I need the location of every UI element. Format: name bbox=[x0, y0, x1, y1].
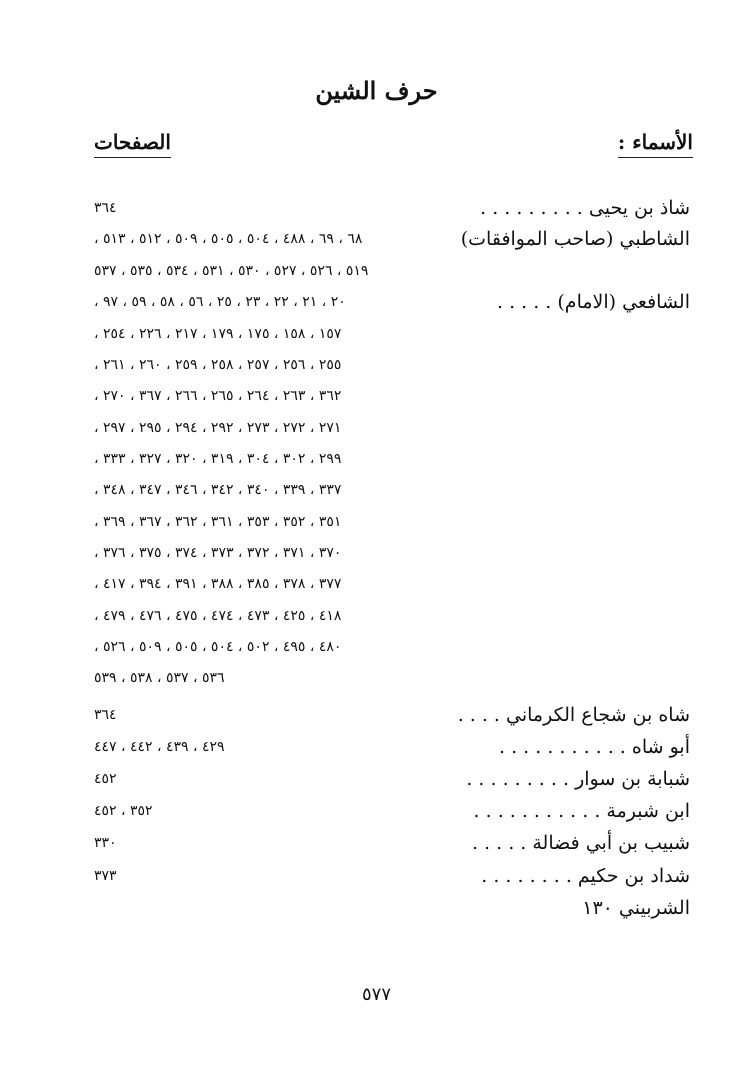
entry-pages: ٤١٨ ، ٤٢٥ ، ٤٧٣ ، ٤٧٤ ، ٤٧٥ ، ٤٧٦ ، ٤٧٩ ، bbox=[94, 608, 342, 624]
entry-pages: ٣٥٢ ، ٤٥٢ bbox=[94, 803, 153, 819]
entry-pages: ٥١٩ ، ٥٢٦ ، ٥٢٧ ، ٥٣٠ ، ٥٣١ ، ٥٣٤ ، ٥٣٥ ، ٥٣٧ bbox=[94, 263, 369, 279]
dot-leader: . . . . . . . . . . . bbox=[499, 736, 626, 758]
index-entry bbox=[0, 350, 753, 380]
index-entry bbox=[0, 224, 753, 254]
entry-pages: ٣٦٢ ، ٢٦٣ ، ٢٦٤ ، ٢٦٥ ، ٢٦٦ ، ٣٦٧ ، ٢٧٠ ، bbox=[94, 388, 342, 404]
entry-name-text: شاذ بن يحيى bbox=[588, 197, 690, 219]
page-title: حرف الشين bbox=[315, 76, 438, 105]
entry-pages: ٢٠ ، ٢١ ، ٢٢ ، ٢٣ ، ٢٥ ، ٥٦ ، ٥٨ ، ٥٩ ، ٩٧ ، bbox=[94, 294, 346, 310]
index-entry bbox=[0, 663, 753, 693]
entry-pages: ٣٧٣ bbox=[94, 868, 117, 884]
entry-name bbox=[472, 828, 690, 858]
index-entry bbox=[0, 732, 753, 762]
entry-pages: ٣٦٤ bbox=[94, 200, 117, 216]
index-entry bbox=[0, 475, 753, 505]
entry-name-text: ابن شبرمة bbox=[606, 800, 690, 822]
dot-leader: . . . . . . . . . bbox=[480, 197, 583, 219]
entry-pages: ٣٣٧ ، ٣٣٩ ، ٣٤٠ ، ٣٤٢ ، ٣٤٦ ، ٣٤٧ ، ٣٤٨ ، bbox=[94, 482, 342, 498]
entry-pages: ٢٥٥ ، ٢٥٦ ، ٢٥٧ ، ٢٥٨ ، ٢٥٩ ، ٢٦٠ ، ٢٦١ ، bbox=[94, 357, 342, 373]
entry-pages: ٣٧٧ ، ٣٧٨ ، ٣٨٥ ، ٣٨٨ ، ٣٩١ ، ٣٩٤ ، ٤١٧ ، bbox=[94, 576, 342, 592]
index-entry bbox=[0, 700, 753, 730]
entry-pages: ٢٩٩ ، ٣٠٢ ، ٣٠٤ ، ٣١٩ ، ٣٢٠ ، ٣٢٧ ، ٣٣٣ ، bbox=[94, 451, 342, 467]
entry-pages: ٣٦٤ bbox=[94, 707, 117, 723]
entry-name-text: الشافعي (الامام) bbox=[557, 291, 690, 313]
index-entry bbox=[0, 413, 753, 443]
index-entry bbox=[0, 319, 753, 349]
index-entry bbox=[0, 381, 753, 411]
index-entry bbox=[0, 796, 753, 826]
entry-pages: ٤٥٢ bbox=[94, 771, 117, 787]
index-entry bbox=[0, 538, 753, 568]
entry-name bbox=[582, 893, 690, 923]
entry-pages: ٢٧١ ، ٢٧٢ ، ٢٧٣ ، ٢٩٢ ، ٢٩٤ ، ٢٩٥ ، ٢٩٧ ، bbox=[94, 420, 342, 436]
entry-name-text: أبو شاه bbox=[631, 736, 690, 758]
entry-name bbox=[458, 700, 690, 730]
entry-pages: ٦٨ ، ٦٩ ، ٤٨٨ ، ٥٠٤ ، ٥٠٥ ، ٥٠٩ ، ٥١٢ ، ٥١٣ ، bbox=[94, 231, 363, 247]
index-entry bbox=[0, 256, 753, 286]
entry-pages: ٥٣٦ ، ٥٣٧ ، ٥٣٨ ، ٥٣٩ bbox=[94, 670, 225, 686]
pages-column-header: الصفحات bbox=[94, 130, 171, 158]
entry-name bbox=[466, 764, 690, 794]
entry-name-text: الشربيني ١٣٠ bbox=[582, 897, 690, 919]
page-number: ٥٧٧ bbox=[361, 984, 391, 1005]
index-entry bbox=[0, 601, 753, 631]
index-entry bbox=[0, 828, 753, 858]
index-entry bbox=[0, 632, 753, 662]
entry-name bbox=[497, 287, 690, 317]
dot-leader: . . . . . . . . . . . bbox=[473, 800, 601, 822]
entry-pages: ٣٣٠ bbox=[94, 835, 117, 851]
entry-name-text: شداد بن حكيم bbox=[577, 865, 690, 887]
index-entry bbox=[0, 861, 753, 891]
index-entry bbox=[0, 507, 753, 537]
entry-pages: ١٥٧ ، ١٥٨ ، ١٧٥ ، ١٧٩ ، ٢١٧ ، ٢٢٦ ، ٢٥٤ ، bbox=[94, 326, 342, 342]
entry-name bbox=[461, 224, 690, 254]
entry-name bbox=[480, 193, 690, 223]
names-column-header: الأسماء : bbox=[618, 130, 693, 158]
entry-pages: ٤٨٠ ، ٤٩٥ ، ٥٠٢ ، ٥٠٤ ، ٥٠٥ ، ٥٠٩ ، ٥٢٦ ، bbox=[94, 639, 342, 655]
entry-name bbox=[474, 796, 690, 826]
entry-pages: ٣٥١ ، ٣٥٢ ، ٣٥٣ ، ٣٦١ ، ٣٦٢ ، ٣٦٧ ، ٣٦٩ ، bbox=[94, 514, 342, 530]
entry-name-text: شبيب بن أبي فضالة bbox=[532, 832, 690, 854]
index-entry bbox=[0, 764, 753, 794]
dot-leader: . . . . . . . . . bbox=[466, 768, 570, 790]
entry-pages: ٣٧٠ ، ٣٧١ ، ٣٧٢ ، ٣٧٣ ، ٣٧٤ ، ٣٧٥ ، ٣٧٦ ، bbox=[94, 545, 342, 561]
index-entry bbox=[0, 287, 753, 317]
entry-name bbox=[481, 861, 690, 891]
entry-name-text: الشاطبي (صاحب الموافقات) bbox=[460, 228, 690, 250]
entry-name-text: شاه بن شجاع الكرماني bbox=[506, 704, 690, 726]
index-entry bbox=[0, 444, 753, 474]
entry-pages: ٤٢٩ ، ٤٣٩ ، ٤٤٢ ، ٤٤٧ bbox=[94, 739, 225, 755]
index-entry bbox=[0, 569, 753, 599]
dot-leader: . . . . . bbox=[471, 832, 527, 854]
index-entry bbox=[0, 193, 753, 223]
dot-leader: . . . . . bbox=[496, 291, 552, 313]
dot-leader: . . . . . . . . bbox=[481, 865, 572, 887]
dot-leader: . . . . bbox=[457, 704, 500, 726]
entry-name bbox=[499, 732, 690, 762]
entry-name-text: شبابة بن سوار bbox=[575, 768, 690, 790]
index-entry bbox=[0, 893, 753, 923]
